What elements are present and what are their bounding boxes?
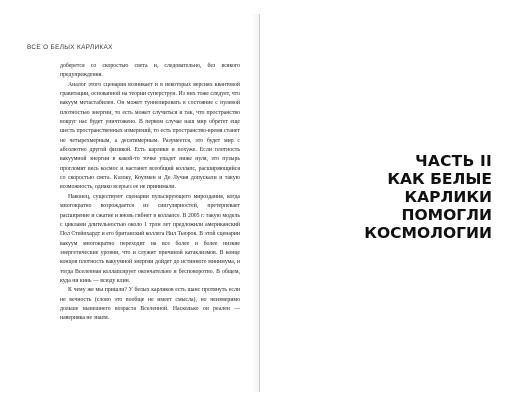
paragraph: Наконец, существуют сценарии пульсирующего мироздания, когда многократно возрождается из сингулярностей, претерпевает расширение и сжатие и вновь гибнет в коллапсе. В 2005 г. такую модель с циклами длительностью около 1 трлн лет предложили американский Пол Стейнхардт и его британский коллега Нил Тьюрок. В этой сценарии вакуум многократно переходит на все более и более низкие энергетические уровни, что и служит причиной катаклизмов. В конце концов плотность вакуумной энергии дойдет до истинного минимума, и тогда Вселенная коллапсирует окончательно и бесповоротно. В общем, куда ни кинь — всюду клин. [60,193,240,284]
part-title-block [364,152,492,242]
part-title-line: КАРЛИКИ [404,188,492,206]
paragraph: Аналог этого сценария возникает и в некоторых версиях квантовой гравитации, основанной на теории суперструн. Из них тоже следует, что вакуум метастабилен. Он может туннелировать в состояние с нулевой плотностью энергии, то есть может случиться и так, что пространство вокруг нас будет уничтожено. В первом случае наш мир обретет еще шесть пространственных измерений, то есть пространство-время станет не четырехмерным, а десятимерным. Разумеется, это будет мир с абсолютно другой физикой. Есть карлики и похуже. Если плотность вакуумной энергии в какой-то точке упадет ниже нуля, это пузырь прогломит весь космос и настанет всеобщий коллапс, расширяющийся со скоростью света. Кэлоку, Коулмен и Де Лучия допускали и такую возможность, однако всерьез ее не принимали. [60,81,240,191]
part-title-line: КОСМОЛОГИИ [364,224,492,242]
part-title-line: ПОМОГЛИ [401,206,492,224]
left-page [0,0,258,404]
part-label: ЧАСТЬ II [415,152,492,170]
paragraph: К чему же мы пришли? У белых карликов есть шанс протянуть если не вечность (слово это вообще не имеет смысла), но неизмеримо дольше нынешнего возраста Вселенной. Насколько он реален — наверняка не знаем. [60,287,240,322]
part-title-line: КАК БЕЛЫЕ [387,170,492,188]
gutter-shadow [252,14,259,392]
paragraph: доберется со скоростью света и, следовательно, без всякого предупреждения. [60,63,240,79]
right-page [260,0,520,404]
body-text [60,62,240,324]
running-head: ВСЕ О БЕЛЫХ КАРЛИКАХ [27,44,113,51]
